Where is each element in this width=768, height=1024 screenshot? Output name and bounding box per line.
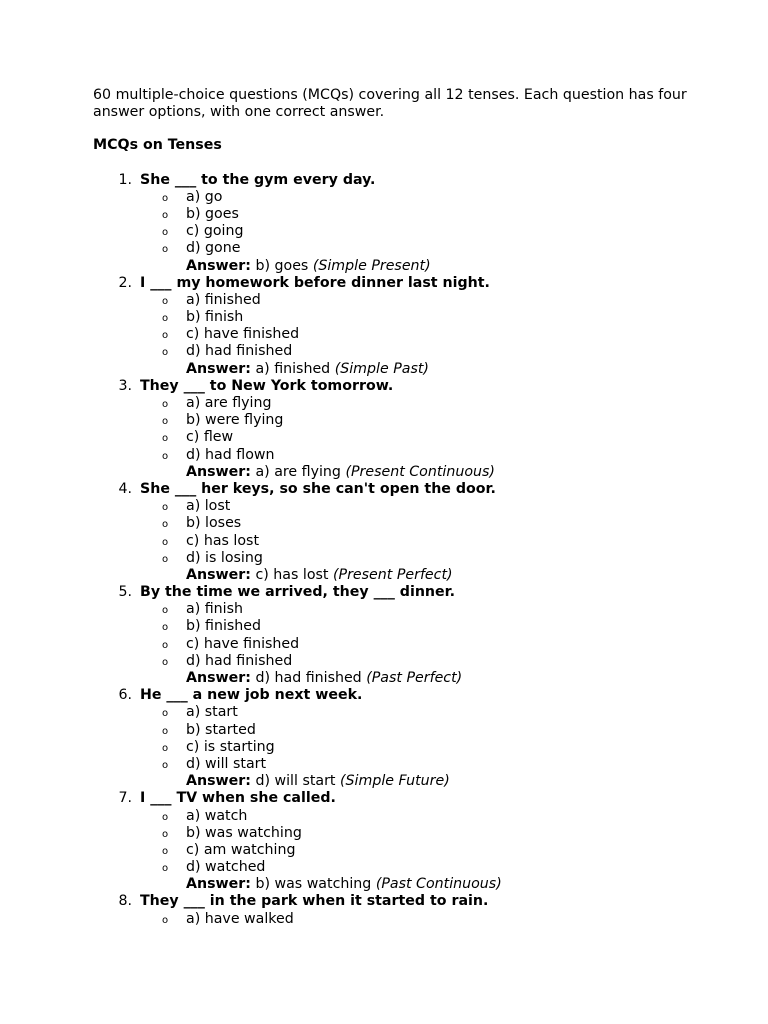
option-text: d) will start: [186, 755, 267, 772]
circle-bullet-icon: o: [162, 639, 169, 651]
option-item: [93, 842, 733, 859]
section-heading: MCQs on Tenses: [93, 137, 222, 154]
answer-tense: (Simple Past): [334, 360, 429, 377]
option-text: c) is starting: [186, 738, 275, 755]
option-item: [93, 223, 733, 240]
answer-line: [186, 876, 733, 893]
option-text: c) has lost: [186, 532, 260, 549]
option-text: d) watched: [186, 859, 266, 876]
question-text: By the time we arrived, they ___ dinner.: [140, 584, 456, 601]
option-text: d) gone: [186, 240, 241, 257]
option-text: c) have finished: [186, 635, 300, 652]
question-number: 7.: [118, 790, 132, 807]
option-list: [93, 808, 733, 877]
option-list: [93, 292, 733, 361]
option-list: [93, 911, 733, 928]
option-text: b) were flying: [186, 412, 284, 429]
answer-value: d) will start: [255, 773, 336, 790]
answer-value: c) has lost: [255, 566, 329, 583]
option-list: [93, 189, 733, 258]
circle-bullet-icon: o: [162, 759, 169, 771]
option-text: a) lost: [186, 498, 231, 515]
answer-tense: (Simple Future): [340, 773, 450, 790]
option-item: [93, 859, 733, 876]
option-text: b) finish: [186, 309, 244, 326]
option-item: [93, 292, 733, 309]
answer-label: Answer:: [186, 876, 251, 893]
option-item: [93, 722, 733, 739]
circle-bullet-icon: o: [162, 502, 169, 514]
answer-line: [186, 464, 733, 481]
question-list: [93, 172, 733, 928]
option-text: d) had finished: [186, 343, 293, 360]
question-item: [93, 687, 733, 790]
option-text: d) is losing: [186, 549, 263, 566]
option-item: [93, 343, 733, 360]
question-item: [93, 378, 733, 481]
answer-value: b) was watching: [255, 876, 372, 893]
answer-value: a) finished: [255, 360, 331, 377]
answer-line: [186, 567, 733, 584]
option-text: c) going: [186, 223, 244, 240]
option-item: [93, 756, 733, 773]
answer-tense: (Past Continuous): [375, 876, 502, 893]
answer-label: Answer:: [186, 463, 251, 480]
answer-label: Answer:: [186, 257, 251, 274]
answer-label: Answer:: [186, 670, 251, 687]
circle-bullet-icon: o: [162, 433, 169, 445]
circle-bullet-icon: o: [162, 828, 169, 840]
circle-bullet-icon: o: [162, 450, 169, 462]
circle-bullet-icon: o: [162, 519, 169, 531]
circle-bullet-icon: o: [162, 295, 169, 307]
option-item: [93, 739, 733, 756]
option-text: b) goes: [186, 205, 239, 222]
option-item: [93, 618, 733, 635]
answer-line: [186, 670, 733, 687]
option-item: [93, 240, 733, 257]
option-item: [93, 515, 733, 532]
option-text: d) had flown: [186, 446, 275, 463]
option-item: [93, 653, 733, 670]
answer-label: Answer:: [186, 566, 251, 583]
question-item: [93, 790, 733, 893]
option-item: [93, 808, 733, 825]
answer-line: [186, 361, 733, 378]
option-list: [93, 601, 733, 670]
question-item: [93, 584, 733, 687]
answer-tense: (Past Perfect): [366, 670, 463, 687]
question-number: 5.: [118, 584, 132, 601]
option-text: a) start: [186, 704, 238, 721]
option-text: a) finished: [186, 291, 261, 308]
question-text: She ___ her keys, so she can't open the door.: [140, 480, 496, 497]
answer-tense: (Present Continuous): [345, 463, 495, 480]
option-list: [93, 704, 733, 773]
option-text: b) loses: [186, 515, 242, 532]
option-item: [93, 189, 733, 206]
option-item: [93, 326, 733, 343]
question-number: 3.: [118, 377, 132, 394]
option-item: [93, 206, 733, 223]
circle-bullet-icon: o: [162, 209, 169, 221]
question-text: They ___ in the park when it started to rain.: [140, 893, 489, 910]
intro-paragraph: 60 multiple-choice questions (MCQs) covering all 12 tenses. Each question has four answer options, with one correct answer.: [93, 87, 687, 121]
option-text: d) had finished: [186, 652, 293, 669]
question-number: 6.: [118, 687, 132, 704]
option-item: [93, 704, 733, 721]
option-text: c) flew: [186, 429, 234, 446]
option-item: [93, 412, 733, 429]
option-item: [93, 447, 733, 464]
question-item: [93, 275, 733, 378]
circle-bullet-icon: o: [162, 811, 169, 823]
option-item: [93, 395, 733, 412]
circle-bullet-icon: o: [162, 416, 169, 428]
question-number: 4.: [118, 480, 132, 497]
circle-bullet-icon: o: [162, 347, 169, 359]
circle-bullet-icon: o: [162, 845, 169, 857]
option-item: [93, 309, 733, 326]
question-number: 1.: [118, 171, 132, 188]
option-text: a) watch: [186, 807, 248, 824]
question-number: 2.: [118, 274, 132, 291]
question-text: She ___ to the gym every day.: [140, 171, 376, 188]
document-page: [93, 87, 733, 928]
option-text: b) finished: [186, 618, 262, 635]
circle-bullet-icon: o: [162, 399, 169, 411]
circle-bullet-icon: o: [162, 244, 169, 256]
question-item: [93, 481, 733, 584]
circle-bullet-icon: o: [162, 863, 169, 875]
option-text: a) have walked: [186, 910, 294, 927]
option-item: [93, 911, 733, 928]
question-number: 8.: [118, 893, 132, 910]
option-item: [93, 601, 733, 618]
question-item: [93, 172, 733, 275]
answer-value: b) goes: [255, 257, 309, 274]
question-text: He ___ a new job next week.: [140, 687, 363, 704]
question-text: I ___ my homework before dinner last night.: [140, 274, 490, 291]
circle-bullet-icon: o: [162, 192, 169, 204]
question-item: [93, 893, 733, 927]
answer-label: Answer:: [186, 360, 251, 377]
circle-bullet-icon: o: [162, 914, 169, 926]
answer-line: [186, 258, 733, 275]
option-list: [93, 498, 733, 567]
option-text: b) was watching: [186, 824, 302, 841]
circle-bullet-icon: o: [162, 313, 169, 325]
option-item: [93, 429, 733, 446]
answer-tense: (Present Perfect): [332, 566, 453, 583]
circle-bullet-icon: o: [162, 605, 169, 617]
circle-bullet-icon: o: [162, 227, 169, 239]
option-item: [93, 636, 733, 653]
answer-tense: (Simple Present): [312, 257, 431, 274]
circle-bullet-icon: o: [162, 725, 169, 737]
option-list: [93, 395, 733, 464]
option-item: [93, 498, 733, 515]
circle-bullet-icon: o: [162, 553, 169, 565]
question-text: They ___ to New York tomorrow.: [140, 377, 394, 394]
option-text: c) am watching: [186, 841, 296, 858]
question-text: I ___ TV when she called.: [140, 790, 336, 807]
option-item: [93, 825, 733, 842]
answer-value: d) had finished: [255, 670, 362, 687]
option-text: b) started: [186, 721, 256, 738]
circle-bullet-icon: o: [162, 622, 169, 634]
option-text: a) finish: [186, 601, 243, 618]
circle-bullet-icon: o: [162, 742, 169, 754]
circle-bullet-icon: o: [162, 656, 169, 668]
option-text: c) have finished: [186, 326, 300, 343]
circle-bullet-icon: o: [162, 330, 169, 342]
option-item: [93, 533, 733, 550]
option-text: a) go: [186, 188, 223, 205]
circle-bullet-icon: o: [162, 536, 169, 548]
circle-bullet-icon: o: [162, 708, 169, 720]
answer-label: Answer:: [186, 773, 251, 790]
answer-line: [186, 773, 733, 790]
option-item: [93, 550, 733, 567]
option-text: a) are flying: [186, 395, 272, 412]
answer-value: a) are flying: [255, 463, 341, 480]
